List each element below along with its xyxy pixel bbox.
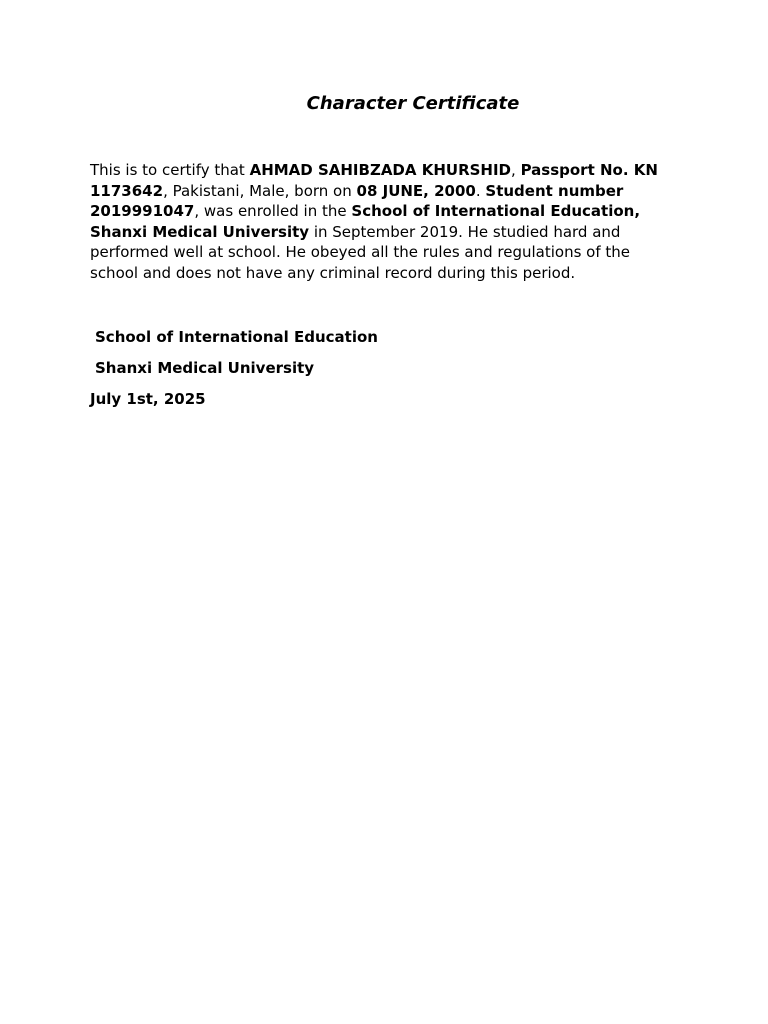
signature-date: July 1st, 2025 — [90, 390, 206, 408]
student-name: AHMAD SAHIBZADA KHURSHID — [249, 161, 512, 179]
signature-university: Shanxi Medical University — [95, 359, 315, 377]
certificate-title: Character Certificate — [306, 93, 520, 114]
signature-school: School of International Education — [95, 328, 378, 346]
enrolled-text: , was enrolled in the — [194, 202, 352, 221]
student-number: Student number 2019991047 — [90, 181, 624, 221]
body-intro: This is to certify that — [90, 161, 250, 179]
institution-name: School of International Education, Shanxi Medical University — [90, 202, 641, 241]
certificate-body — [90, 160, 682, 284]
body-separator-2: . — [475, 181, 486, 200]
birth-date: 08 JUNE, 2000 — [356, 181, 476, 200]
body-closing: in September 2019. He studied hard and performed well at school. He obeyed all the rules and regulations of the school and does not have any criminal record during this period. — [90, 222, 631, 282]
passport-number: Passport No. KN 1173642 — [90, 161, 658, 200]
body-separator-1: , — [511, 161, 521, 179]
body-details: , Pakistani, Male, born on — [163, 181, 357, 200]
